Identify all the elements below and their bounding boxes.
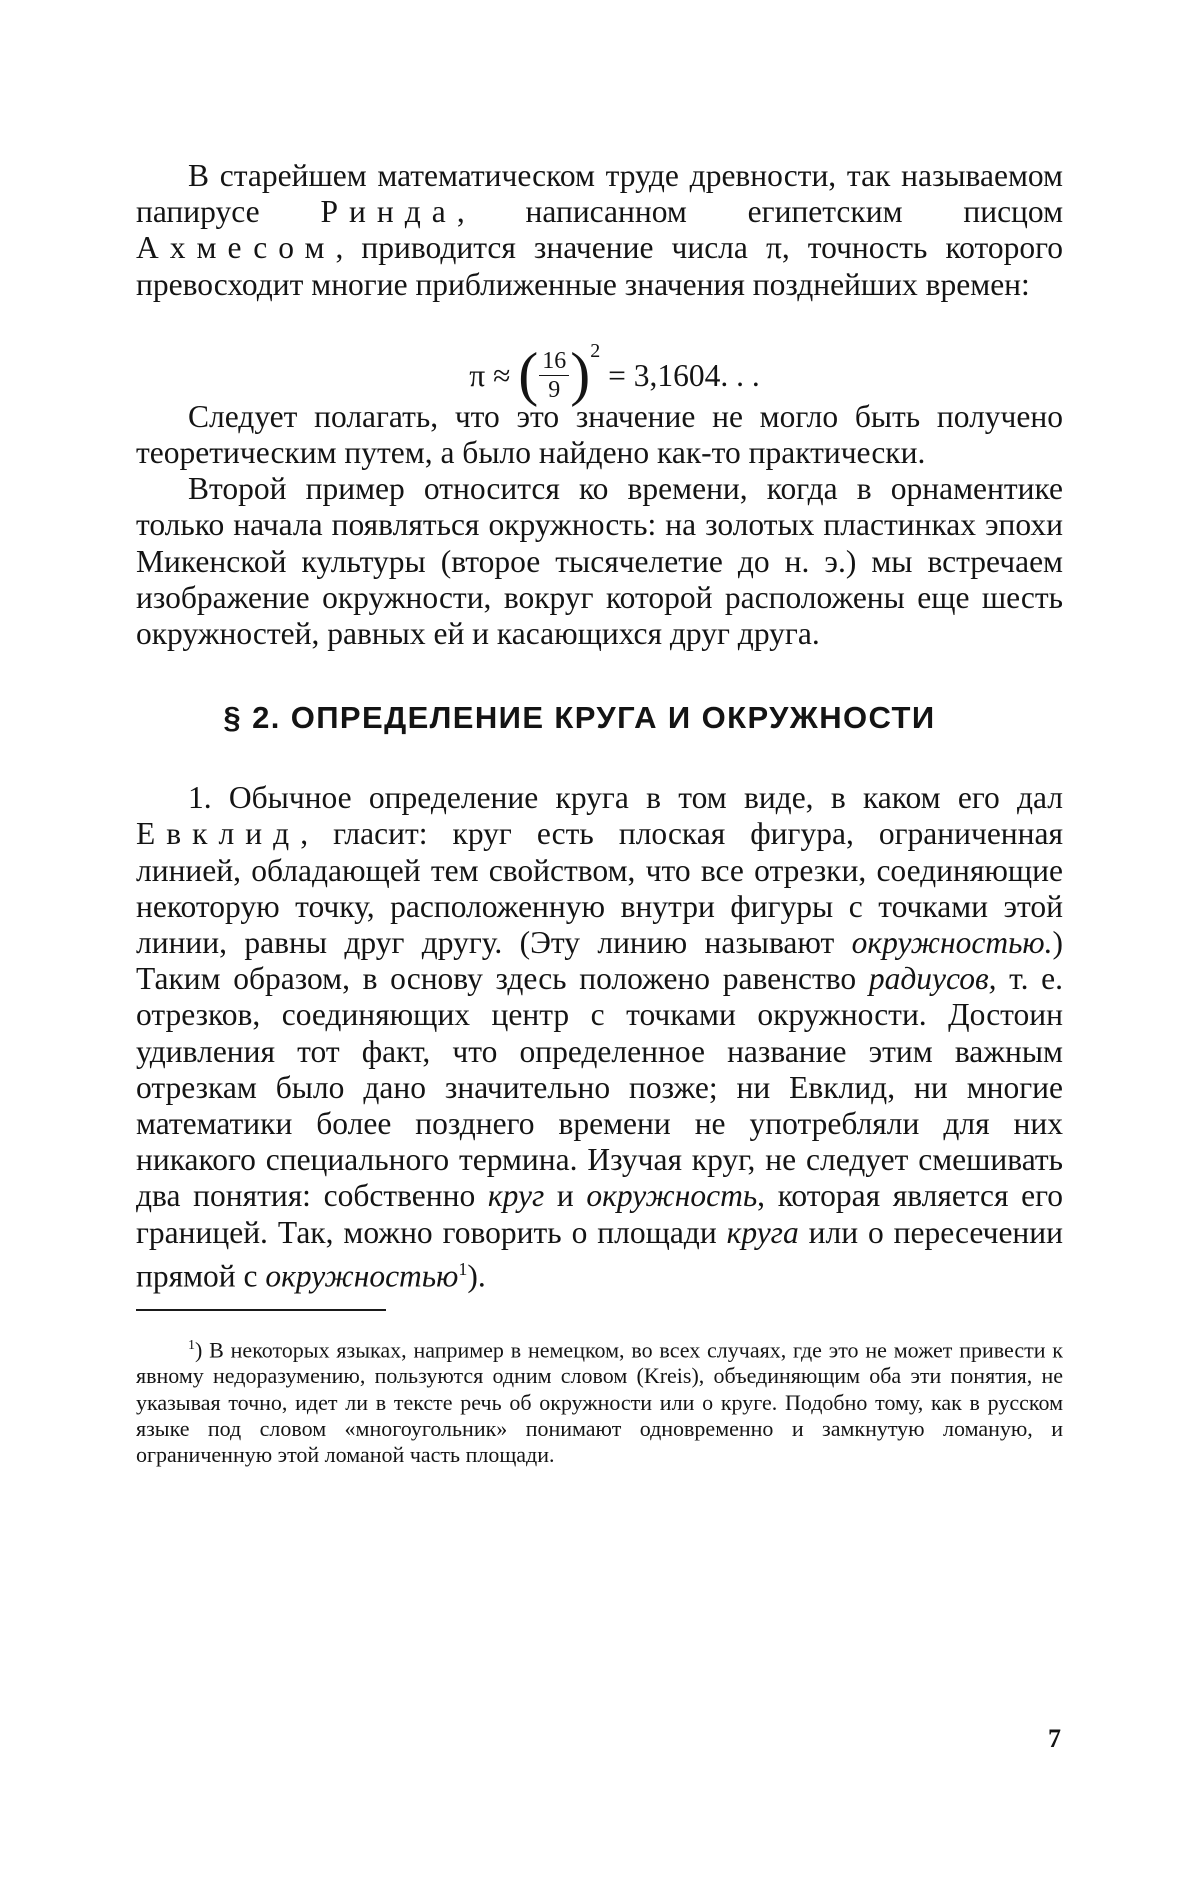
formula-fraction [539,347,569,404]
spaced-name-ahmes: Ахмесом [136,230,335,265]
text-run: , приводится значение числа π, точность которого превосходит многие приближенные значения позднейших времен: [136,230,1063,301]
formula-left-paren: ( [518,344,538,404]
pi-formula [136,303,1063,399]
page-number: 7 [1048,1724,1061,1754]
formula-exponent: 2 [590,340,600,362]
paragraph-practical: Следует полагать, что это значение не могло быть получено теоретическим путем, а было найдено как-то практически. [136,399,1063,471]
text-run: 1. Обычное определение круга в том виде, в каком его дал [188,780,1063,815]
text-run: или о пересечении прямой с [136,1215,1063,1294]
paragraph-rind-papyrus [136,158,1063,303]
italic-term: окружностью [265,1258,458,1293]
formula-approx: ≈ [493,358,510,393]
formula-pi: π [469,358,485,393]
paragraph-mycenaean: Второй пример относится ко времени, когда в орнаментике только начала появляться окружность: на золотых пластинках эпохи Микенской культуры (второе тысячелетие до н. э.) мы встречаем изображение окружности, вокруг которой расположены еще шесть окружностей, равных ей и касающихся друг друга. [136,471,1063,652]
text-run: , которая является его границей. Так, можно говорить о площади [136,1178,1063,1249]
main-text [136,158,1063,1295]
footnote [136,1333,1063,1469]
paragraph-definition [136,780,1063,1294]
formula-right-paren: ) [570,344,590,404]
footnote-divider [136,1309,386,1311]
italic-term: окружностью. [852,925,1053,960]
text-run: , гласит: круг есть плоская фигура, ограниченная линией, обладающей тем свойством, что все отрезки, соединяющие некоторую точку, расположенную внутри фигуры с точками этой линии, равны друг другу. (Эту линию называют [136,816,1063,960]
formula-denominator: 9 [539,376,569,404]
text-run: ). [467,1258,485,1293]
text-run: т. е. отрезков, соединяющих центр с точками окружности. Достоин удивления тот факт, что определенное название этим важным отрезкам было дано значительно позже; ни Евклид, ни многие математики более позднего времени не употребляли для них никакого специального термина. Изучая круг, не следует смешивать два понятия: собственно [136,961,1063,1213]
footnote-text [136,1333,1063,1469]
spaced-name-euclid: Евклид [136,816,300,851]
section-heading: § 2. ОПРЕДЕЛЕНИЕ КРУГА И ОКРУЖНОСТИ [136,700,1063,736]
footnote-body: ) В некоторых языках, например в немецком, во всех случаях, где это не может привести к явному недоразумению, пользуются одним словом (Kreis), объединяющим оба эти понятия, не указывая точно, идет ли в тексте речь об окружности или о круге. Подобно тому, как в русском языке под словом «многоугольник» понимают одновременно и замкнутую ломаную, и ограниченную этой ломаной часть площади. [136,1337,1063,1467]
italic-term: радиусов, [869,961,997,996]
text-run: В старейшем математическом труде древности, так называемом папирусе [136,158,1063,229]
text-run: ) Таким образом, в основу здесь положено равенство [136,925,1063,996]
formula-numerator: 16 [539,347,569,376]
text-run: , написанном египетским писцом [457,194,1063,229]
spaced-name-rind: Ринда [320,194,456,229]
footnote-reference: 1 [458,1259,467,1279]
text-run: и [544,1178,586,1213]
formula-result: = 3,1604. . . [608,358,760,393]
italic-term: круг [488,1178,544,1213]
italic-term: круга [727,1215,799,1250]
italic-term: окружность [586,1178,757,1213]
page-content [136,158,1063,1468]
footnote-marker: 1 [188,1338,195,1353]
